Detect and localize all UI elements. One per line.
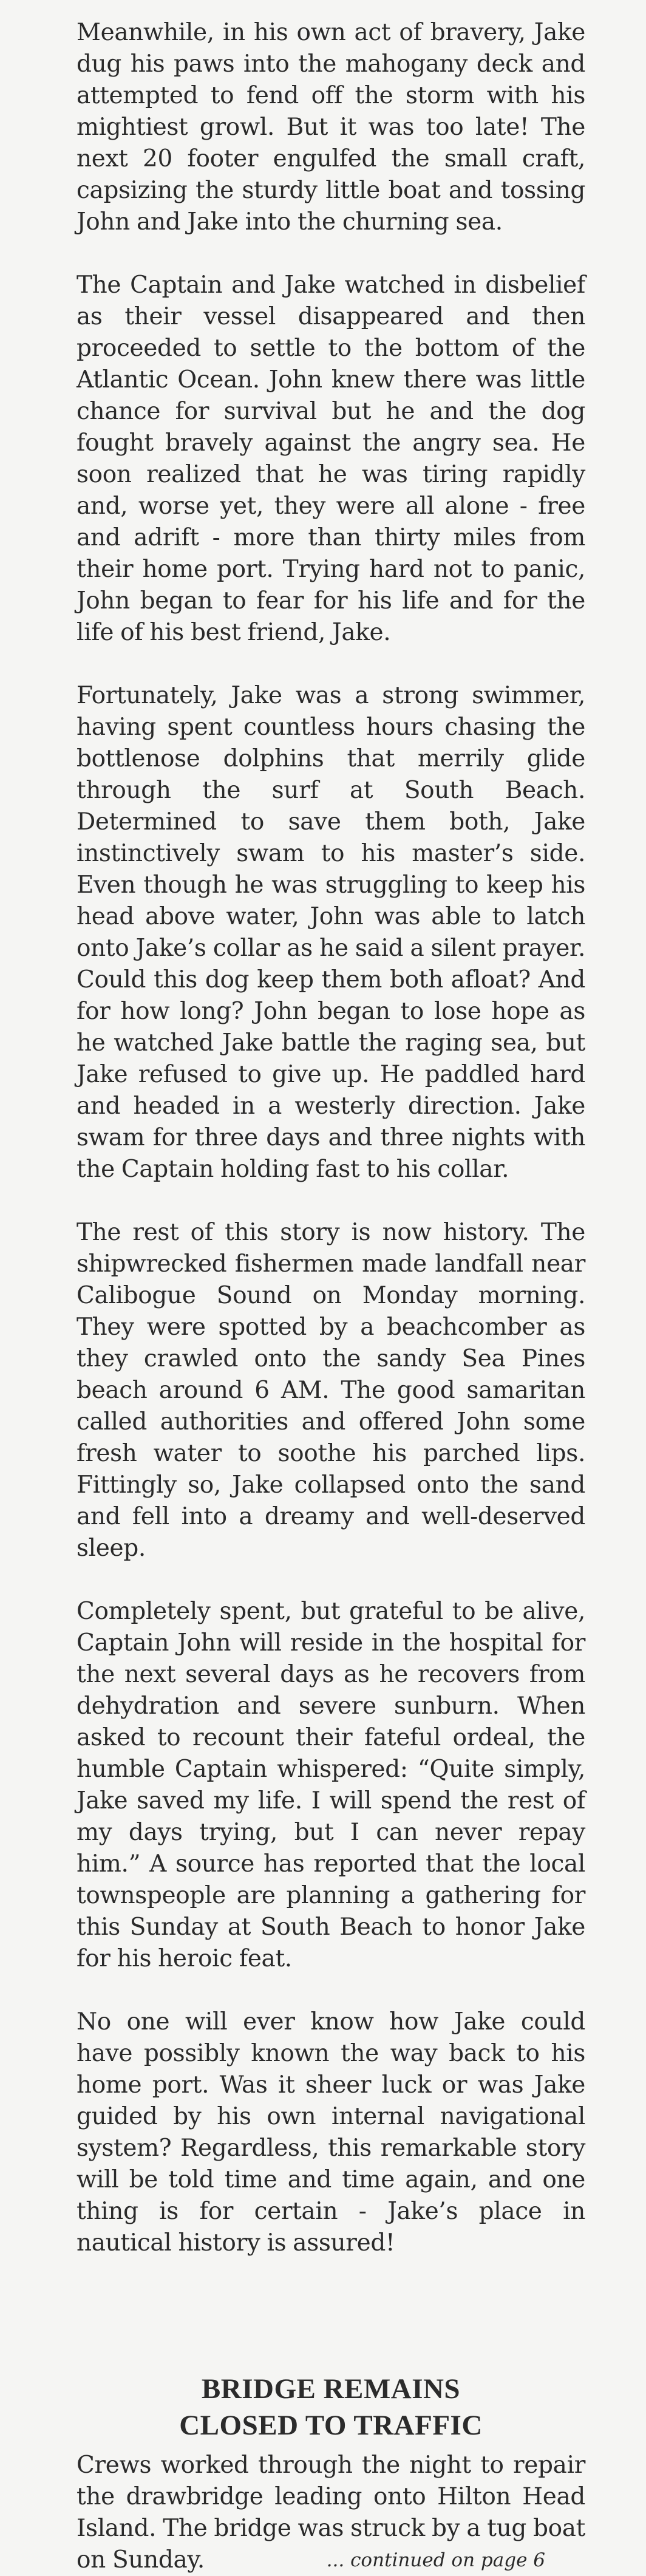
article-paragraph: No one will ever know how Jake could have possibly known the way back to his home port. Was it sheer luck or was Jake guided by his own internal navigational system? Regardless, this remarkable story will be told time and time again, and one thing is for certain - Jake’s place in nautical history is assured!: [76, 2008, 585, 2257]
continued-link[interactable]: ... continued on page 6: [326, 2549, 545, 2571]
article-paragraph: Meanwhile, in his own act of bravery, Jake dug his paws into the mahogany deck and attempted to fend off the storm with his mightiest growl. But it was too late! The next 20 footer engulfed the small craft, capsizing the sturdy little boat and tossing John and Jake into the churning sea.: [76, 19, 585, 236]
news-headline: [76, 2371, 585, 2444]
article-paragraph: Completely spent, but grateful to be alive, Captain John will reside in the hospital for the next several days as he recovers from dehydration and severe sunburn. When asked to recount their fateful ordeal, the humble Captain whispered: “Quite simply, Jake saved my life. I will spend the rest of my days trying, but I can never repay him.” A source has reported that the local townspeople are planning a gathering for this Sunday at South Beach to honor Jake for his heroic feat.: [76, 1598, 585, 1972]
headline-line-2: CLOSED TO TRAFFIC: [179, 2410, 483, 2441]
news-body: [76, 2450, 585, 2576]
article-paragraph: The Captain and Jake watched in disbelief as their vessel disappeared and then proceeded to settle to the bottom of the Atlantic Ocean. John knew there was little chance for survival but he and the dog fought bravely against the angry sea. He soon realized that he was tiring rapidly and, worse yet, they were all alone - free and adrift - more than thirty miles from their home port. Trying hard not to panic, John began to fear for his life and for the life of his best friend, Jake.: [76, 271, 585, 646]
article-paragraph: Fortunately, Jake was a strong swimmer, having spent countless hours chasing the bottlenose dolphins that merrily glide through the surf at South Beach. Determined to save them both, Jake instinctively swam to his master’s side. Even though he was struggling to keep his head above water, John was able to latch onto Jake’s collar as he said a silent prayer. Could this dog keep them both afloat? And for how long? John began to lose hope as he watched Jake battle the raging sea, but Jake refused to give up. He paddled hard and headed in a westerly direction. Jake swam for three days and three nights with the Captain holding fast to his collar.: [76, 682, 585, 1183]
news-body-text: Crews worked through the night to repair the drawbridge leading onto Hilton Head Island. The bridge was struck by a tug boat on Sunday.: [76, 2452, 585, 2574]
headline-line-1: BRIDGE REMAINS: [201, 2373, 461, 2405]
article-paragraph: The rest of this story is now history. The shipwrecked fishermen made landfall near Calibogue Sound on Monday morning. They were spotted by a beachcomber as they crawled onto the sandy Sea Pines beach around 6 AM. The good samaritan called authorities and offered John some fresh water to soothe his parched lips. Fittingly so, Jake collapsed onto the sand and fell into a dreamy and well-deserved sleep.: [76, 1219, 585, 1562]
article-column: [76, 17, 585, 2576]
